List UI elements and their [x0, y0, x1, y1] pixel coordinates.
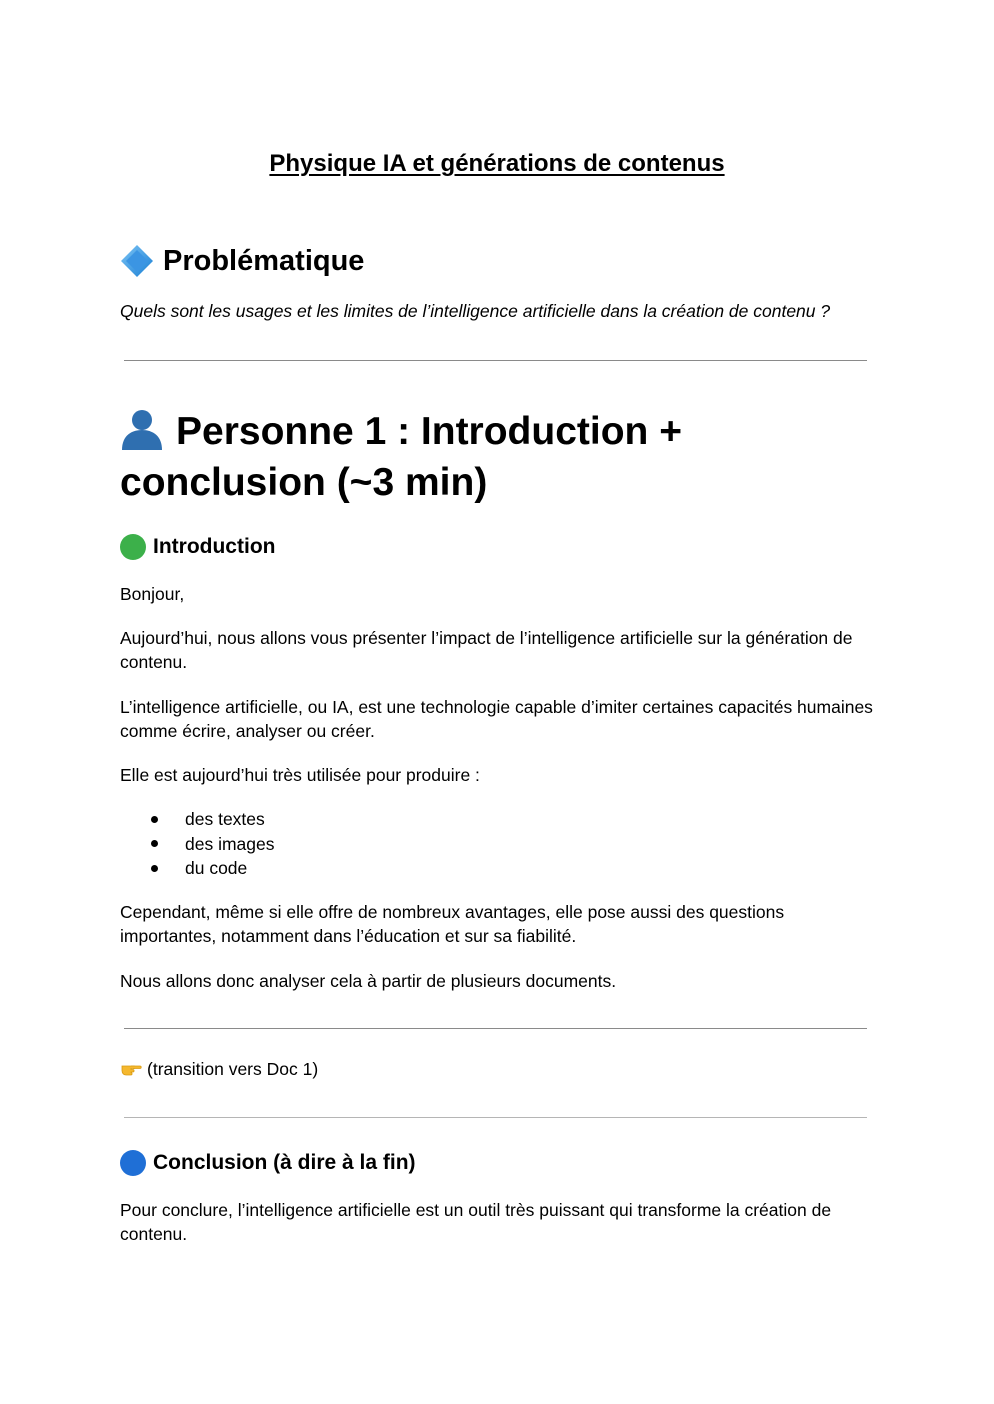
bullet-dot — [151, 840, 158, 847]
conclusion-paragraph: Pour conclure, l’intelligence artificielle est un outil très puissant qui transforme la création de contenu. — [120, 1200, 832, 1244]
conclusion-heading — [120, 1149, 416, 1177]
list-item — [146, 807, 275, 832]
list-item — [146, 856, 275, 881]
horizontal-divider — [124, 1117, 867, 1118]
problematique-heading-text: Problématique — [163, 245, 365, 277]
transition-text: (transition vers Doc 1) — [147, 1059, 319, 1079]
conclusion-heading-text: Conclusion (à dire à la fin) — [153, 1151, 416, 1174]
problematique-heading — [120, 243, 364, 279]
document-title: Physique IA et générations de contenus — [269, 150, 725, 177]
list-item — [146, 832, 275, 857]
intro-paragraph: L’intelligence artificielle, ou IA, est une technologie capable d’imiter certaines capacités humaines comme écrire, analyser ou créer. — [120, 697, 873, 741]
section-heading-text: Personne 1 : Introduction + conclusion (~3 min) — [120, 410, 682, 504]
person-silhouette-icon — [120, 406, 164, 450]
introduction-heading — [120, 533, 275, 561]
horizontal-divider — [124, 360, 867, 361]
pointing-hand-icon — [120, 1057, 142, 1079]
intro-paragraph: Cependant, même si elle offre de nombreux avantages, elle pose aussi des questions importantes, notamment dans l’éducation et sur sa fiabilité. — [120, 902, 785, 946]
introduction-heading-text: Introduction — [153, 535, 276, 558]
problematique-question: Quels sont les usages et les limites de l’intelligence artificielle dans la création de contenu ? — [120, 301, 831, 321]
bullet-dot — [151, 865, 158, 872]
blue-diamond-icon — [120, 244, 154, 278]
transition-note — [120, 1057, 880, 1081]
intro-paragraph: Nous allons donc analyser cela à partir de plusieurs documents. — [120, 971, 617, 991]
horizontal-divider — [124, 1028, 867, 1029]
list-item-text: du code — [185, 858, 248, 878]
bullet-dot — [151, 816, 158, 823]
green-circle-icon — [120, 534, 146, 560]
bullet-list — [146, 807, 275, 881]
section-heading — [120, 406, 880, 508]
list-item-text: des images — [185, 833, 275, 854]
blue-circle-icon — [120, 1150, 146, 1176]
intro-paragraph: Elle est aujourd’hui très utilisée pour produire : — [120, 765, 480, 785]
intro-paragraph: Bonjour, — [120, 584, 185, 604]
intro-paragraph: Aujourd’hui, nous allons vous présenter l’impact de l’intelligence artificielle sur la génération de contenu. — [120, 628, 853, 672]
list-item-text: des textes — [185, 809, 265, 829]
